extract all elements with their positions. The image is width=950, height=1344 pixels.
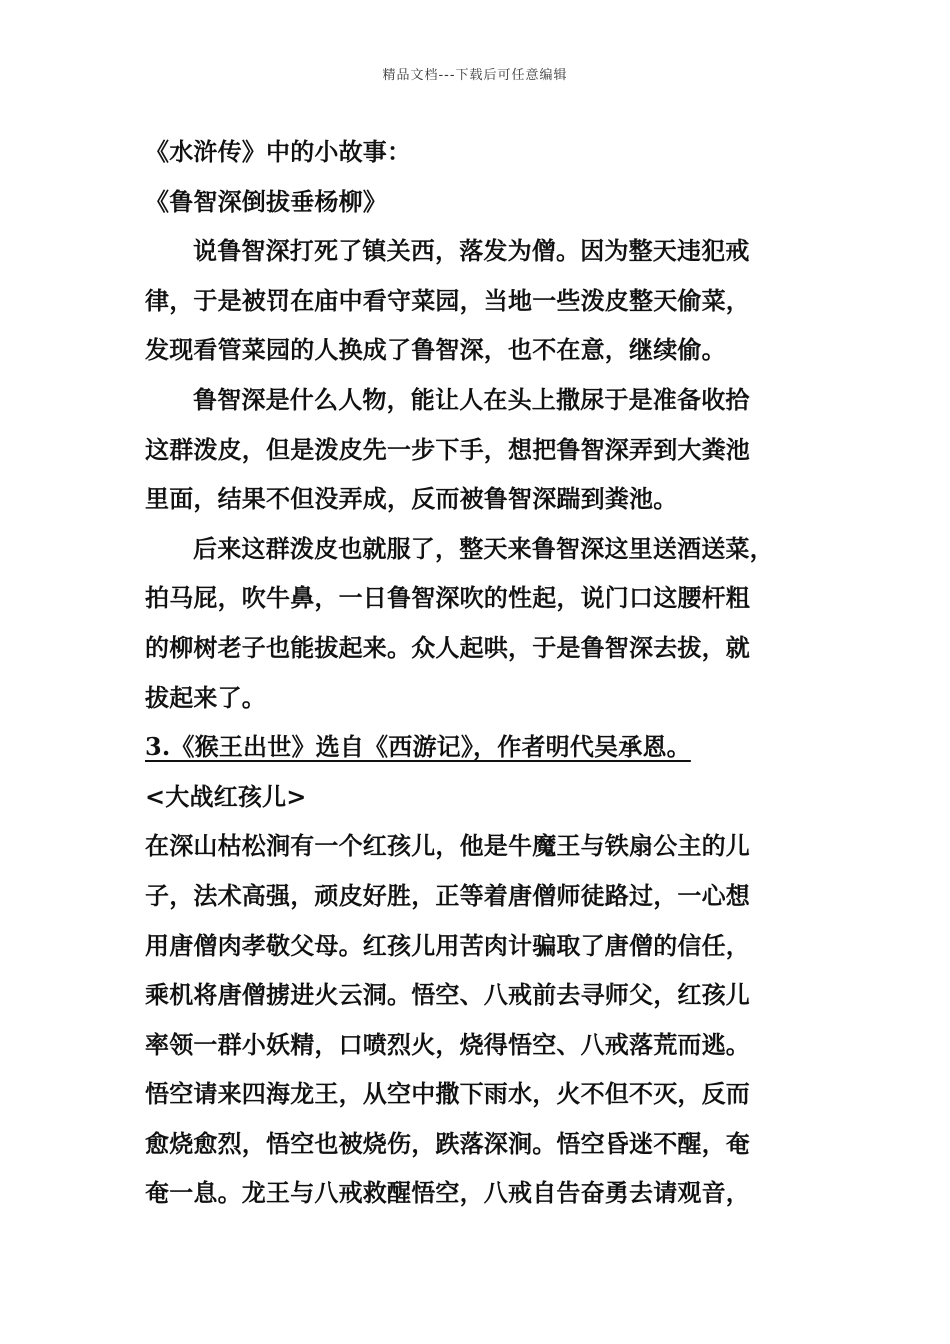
text-line: 在深山枯松涧有一个红孩儿，他是牛魔王与铁扇公主的儿 (145, 831, 750, 861)
text-line: 后来这群泼皮也就服了，整天来鲁智深这里送酒送菜， (193, 533, 774, 563)
text-line: <大战红孩儿> (145, 781, 307, 811)
text-line: 乘机将唐僧掳进火云洞。悟空、八戒前去寻师父，红孩儿 (145, 980, 750, 1010)
text-line: 用唐僧肉孝敬父母。红孩儿用苦肉计骗取了唐僧的信任， (145, 930, 750, 960)
text-line: 这群泼皮，但是泼皮先一步下手，想把鲁智深弄到大粪池 (145, 434, 750, 464)
text-line: 拍马屁，吹牛鼻，一日鲁智深吹的性起，说门口这腰杆粗 (145, 583, 750, 613)
text-line: 拔起来了。 (145, 682, 266, 712)
text-line: 《水浒传》中的小故事： (145, 137, 412, 166)
text-line: 愈烧愈烈，悟空也被烧伤，跌落深涧。悟空昏迷不醒，奄 (145, 1128, 750, 1158)
text-line: 的柳树老子也能拔起来。众人起哄，于是鲁智深去拔，就 (145, 632, 750, 662)
text-line: 奄一息。龙王与八戒救醒悟空，八戒自告奋勇去请观音， (145, 1178, 750, 1208)
text-line: 悟空请来四海龙王，从空中撒下雨水，火不但不灭，反而 (145, 1079, 750, 1109)
text-line: 律，于是被罚在庙中看守菜园，当地一些泼皮整天偷菜， (145, 285, 750, 315)
text-line: 《鲁智深倒拔垂杨柳》 (145, 186, 387, 216)
text-line: 子，法术高强，顽皮好胜，正等着唐僧师徒路过，一心想 (145, 880, 750, 910)
text-line: 里面，结果不但没弄成，反而被鲁智深踹到粪池。 (145, 484, 678, 514)
page-header: 精品文档---下载后可任意编辑 (382, 68, 568, 83)
document-body (145, 127, 795, 1218)
text-line: 率领一群小妖精，口喷烈火，烧得悟空、八戒落荒而逃。 (145, 1029, 750, 1059)
text-line: 说鲁智深打死了镇关西，落发为僧。因为整天违犯戒 (193, 236, 750, 266)
text-line: 鲁智深是什么人物，能让人在头上撒尿于是准备收拾 (193, 384, 750, 414)
text-line: 发现看管菜园的人换成了鲁智深，也不在意，继续偷。 (145, 335, 726, 365)
underlined-text: 3.《猴王出世》选自《西游记》，作者明代吴承恩。 (145, 732, 691, 762)
text-line-underlined (145, 722, 795, 772)
